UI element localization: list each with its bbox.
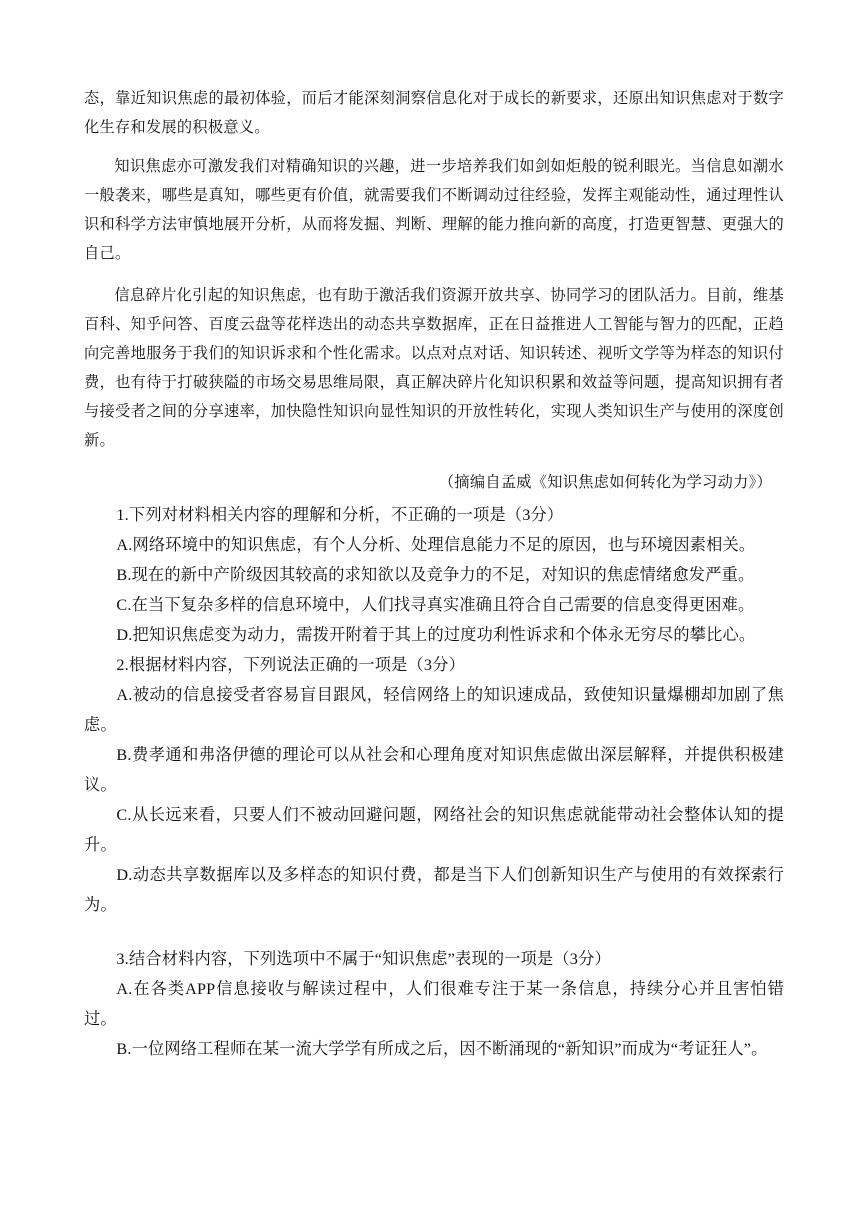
option-d: D.动态共享数据库以及多样态的知识付费，都是当下人们创新知识生产与使用的有效探索行为。 (84, 866, 784, 914)
article-source: （摘编自孟威《知识焦虑如何转化为学习动力》） (438, 473, 772, 491)
paragraph-text: 知识焦虑亦可激发我们对精确知识的兴趣，进一步培养我们如剑如炬般的锐利眼光。当信息如潮水一般袭来，哪些是真知，哪些更有价值，就需要我们不断调动过往经验，发挥主观能动性，通过理性认识和科学方法审慎地展开分析，从而将发掘、判断、理解的能力推向新的高度，打造更智慧、更强大的自己。 (84, 157, 784, 262)
question-2 (84, 650, 784, 920)
question-stem: 2.根据材料内容，下列说法正确的一项是（3分） (116, 656, 465, 674)
option-b: B.现在的新中产阶级因其较高的求知欲以及竞争力的不足，对知识的焦虑情绪愈发严重。 (116, 566, 755, 584)
option-b: B.费孝通和弗洛伊德的理论可以从社会和心理角度对知识焦虑做出深层解释，并提供积极建议。 (84, 746, 784, 794)
article-paragraph-fragmentation (84, 281, 784, 455)
article-paragraph-continued (84, 84, 784, 142)
paragraph-text: 信息碎片化引起的知识焦虑，也有助于激活我们资源开放共享、协同学习的团队活力。目前，维基百科、知乎问答、百度云盘等花样迭出的动态共享数据库，正在日益推进人工智能与智力的匹配，正趋向完善地服务于我们的知识诉求和个性化需求。以点对点对话、知识转述、视听文学等为样态的知识付费，也有待于打破狭隘的市场交易思维局限，真正解决碎片化知识积累和效益等问题，提高知识拥有者与接受者之间的分享速率，加快隐性知识向显性知识的开放性转化，实现人类知识生产与使用的深度创新。 (84, 286, 784, 449)
option-b: B.一位网络工程师在某一流大学学有所成之后，因不断涌现的“新知识”而成为“考证狂人”。 (116, 1040, 768, 1058)
option-d: D.把知识焦虑变为动力，需拨开附着于其上的过度功利性诉求和个体永无穷尽的攀比心。 (116, 626, 756, 644)
option-a: A.网络环境中的知识焦虑，有个人分析、处理信息能力不足的原因，也与环境因素相关。 (116, 536, 756, 554)
article-paragraph-precise-knowledge (84, 152, 784, 268)
paragraph-text: 态，靠近知识焦虑的最初体验，而后才能深刻洞察信息化对于成长的新要求，还原出知识焦虑对于数字化生存和发展的积极意义。 (84, 89, 784, 136)
option-c: C.从长远来看，只要人们不被动回避问题，网络社会的知识焦虑就能带动社会整体认知的提升。 (84, 806, 784, 854)
question-stem: 3.结合材料内容，下列选项中不属于“知识焦虑”表现的一项是（3分） (116, 950, 611, 968)
option-a: A.被动的信息接受者容易盲目跟风，轻信网络上的知识速成品，致使知识量爆棚却加剧了焦虑。 (84, 686, 784, 734)
question-stem: 1.下列对材料相关内容的理解和分析，不正确的一项是（3分） (116, 506, 564, 524)
question-3 (84, 944, 784, 1064)
question-1 (84, 500, 784, 650)
option-c: C.在当下复杂多样的信息环境中，人们找寻真实准确且符合自己需要的信息变得更困难。 (116, 596, 755, 614)
option-a: A.在各类APP信息接收与解读过程中，人们很难专注于某一条信息，持续分心并且害怕错过。 (84, 980, 784, 1028)
